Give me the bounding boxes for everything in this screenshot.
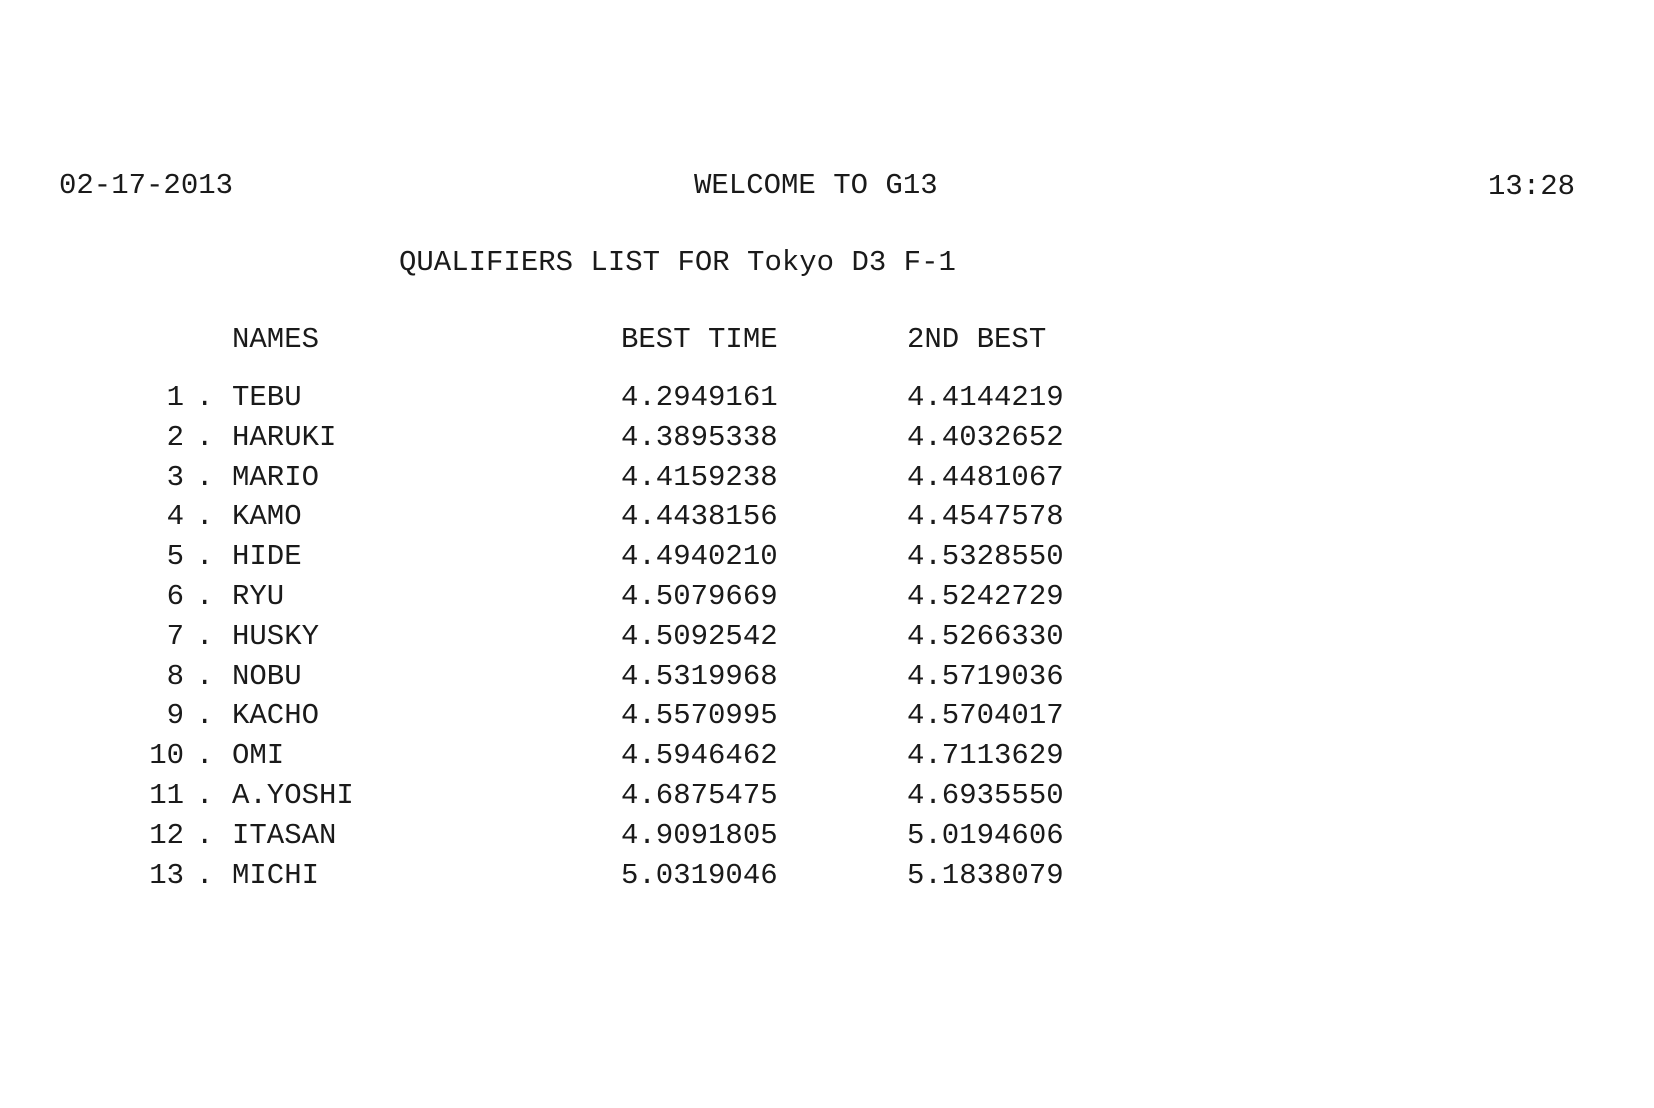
row-rank: 8: [166, 659, 184, 693]
rank-separator: .: [196, 381, 214, 414]
row-second-best: 4.4547578: [907, 500, 1064, 534]
row-name: ITASAN: [232, 818, 337, 852]
row-rank: 9: [166, 699, 184, 733]
row-best-time: 4.4159238: [621, 460, 778, 494]
report-time: 13:28: [1488, 170, 1576, 203]
rank-separator: .: [196, 500, 214, 534]
row-second-best: 4.7113629: [907, 739, 1064, 773]
rank-separator: .: [196, 818, 214, 852]
row-name: NOBU: [232, 659, 302, 693]
rank-separator: .: [196, 540, 214, 574]
table-row: [0, 818, 1654, 861]
row-rank: 1: [166, 381, 184, 414]
row-second-best: 5.1838079: [907, 858, 1064, 892]
row-name: KAMO: [232, 500, 302, 534]
row-second-best: 4.5719036: [907, 659, 1064, 693]
row-best-time: 4.2949161: [621, 381, 778, 414]
row-rank: 5: [166, 540, 184, 574]
table-row: [0, 741, 1654, 781]
row-best-time: 4.5946462: [621, 739, 778, 773]
row-name: HARUKI: [232, 420, 337, 454]
row-rank: 3: [166, 460, 184, 494]
row-best-time: 4.4940210: [621, 540, 778, 574]
rank-separator: .: [196, 699, 214, 733]
table-row: [0, 659, 1654, 702]
row-best-time: 5.0319046: [621, 858, 778, 892]
report-date: 02-17-2013: [59, 169, 234, 202]
row-second-best: 4.4144219: [907, 381, 1064, 414]
table-row: [0, 579, 1654, 622]
page-title: QUALIFIERS LIST FOR Tokyo D3 F-1: [399, 246, 956, 279]
row-second-best: 4.4032652: [907, 420, 1064, 454]
row-second-best: 4.5266330: [907, 619, 1064, 653]
column-header-second-best: 2ND BEST: [907, 323, 1047, 356]
table-row: [0, 502, 1654, 542]
row-rank: 12: [149, 818, 184, 852]
table-row: [0, 701, 1654, 741]
row-best-time: 4.5319968: [621, 659, 778, 693]
row-rank: 11: [149, 778, 184, 812]
row-second-best: 4.6935550: [907, 778, 1064, 812]
column-header-best-time: BEST TIME: [621, 323, 778, 356]
row-name: OMI: [232, 739, 285, 773]
table-row: [0, 460, 1654, 503]
rank-separator: .: [196, 778, 214, 812]
row-best-time: 4.5079669: [621, 579, 778, 613]
rank-separator: .: [196, 739, 214, 773]
table-row: [0, 778, 1654, 821]
qualifiers-table: [0, 383, 1654, 900]
row-rank: 13: [149, 858, 184, 892]
table-row: [0, 858, 1654, 901]
row-rank: 7: [166, 619, 184, 653]
welcome-banner: WELCOME TO G13: [694, 169, 938, 202]
rank-separator: .: [196, 858, 214, 892]
rank-separator: .: [196, 579, 214, 613]
row-best-time: 4.5092542: [621, 619, 778, 653]
row-rank: 4: [166, 500, 184, 534]
row-best-time: 4.5570995: [621, 699, 778, 733]
rank-separator: .: [196, 460, 214, 494]
row-second-best: 5.0194606: [907, 818, 1064, 852]
row-rank: 2: [166, 420, 184, 454]
row-name: RYU: [232, 579, 285, 613]
row-best-time: 4.4438156: [621, 500, 778, 534]
row-name: KACHO: [232, 699, 320, 733]
row-name: TEBU: [232, 381, 302, 414]
row-rank: 6: [166, 579, 184, 613]
row-name: HIDE: [232, 540, 302, 574]
table-row: [0, 420, 1654, 463]
rank-separator: .: [196, 619, 214, 653]
row-second-best: 4.5328550: [907, 540, 1064, 574]
row-name: HUSKY: [232, 619, 320, 653]
row-best-time: 4.6875475: [621, 778, 778, 812]
row-name: A.YOSHI: [232, 778, 354, 812]
row-name: MICHI: [232, 858, 320, 892]
row-second-best: 4.5242729: [907, 579, 1064, 613]
row-best-time: 4.9091805: [621, 818, 778, 852]
row-name: MARIO: [232, 460, 320, 494]
row-best-time: 4.3895338: [621, 420, 778, 454]
rank-separator: .: [196, 659, 214, 693]
column-header-names: NAMES: [232, 323, 320, 356]
table-row: [0, 383, 1654, 423]
row-second-best: 4.4481067: [907, 460, 1064, 494]
table-row: [0, 542, 1654, 582]
table-row: [0, 619, 1654, 662]
rank-separator: .: [196, 420, 214, 454]
row-rank: 10: [149, 739, 184, 773]
row-second-best: 4.5704017: [907, 699, 1064, 733]
